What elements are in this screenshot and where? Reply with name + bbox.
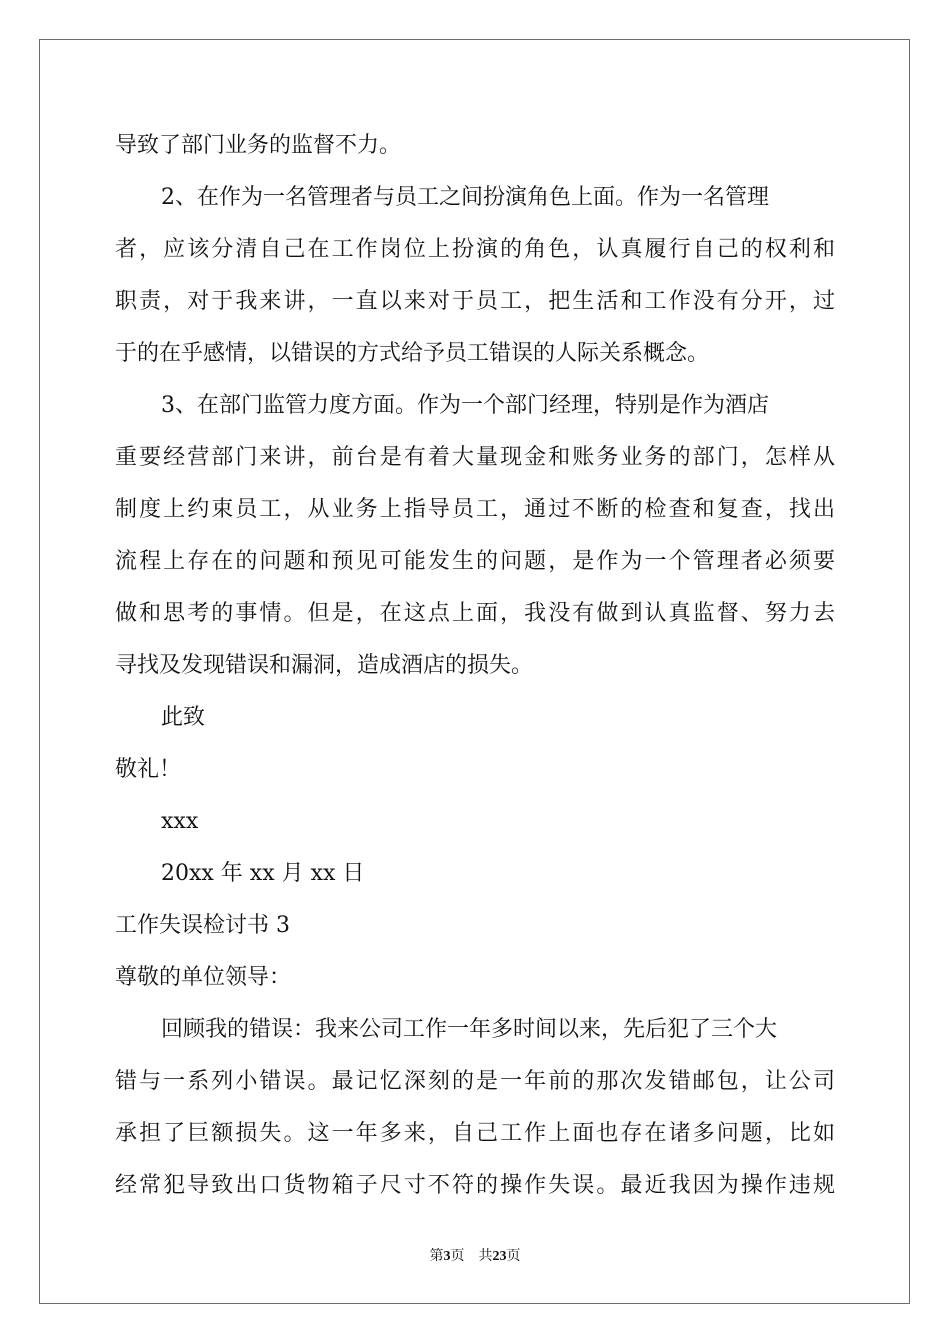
paragraph-line: 承担了巨额损失。这一年多来，自己工作上面也存在诸多问题，比如 <box>115 1121 835 1146</box>
date-line: 20xx 年 xx 月 xx 日 <box>161 861 365 886</box>
paragraph-line: 2、在作为一名管理者与员工之间扮演角色上面。作为一名管理 <box>161 185 769 210</box>
footer-total-pages: 23 <box>492 1249 507 1264</box>
paragraph-line: 导致了部门业务的监督不力。 <box>115 133 402 158</box>
paragraph-line: 于的在乎感情，以错误的方式给予员工错误的人际关系概念。 <box>115 341 710 366</box>
footer-current-page: 3 <box>443 1249 451 1264</box>
paragraph-line: 制度上约束员工，从业务上指导员工，通过不断的检查和复查，找出 <box>115 497 835 522</box>
paragraph-line: 经常犯导致出口货物箱子尺寸不符的操作失误。最近我因为操作违规 <box>115 1173 835 1198</box>
salutation: 尊敬的单位领导： <box>115 965 292 990</box>
paragraph-line: 3、在部门监管力度方面。作为一个部门经理，特别是作为酒店 <box>161 393 769 418</box>
paragraph-line: 职责，对于我来讲，一直以来对于员工，把生活和工作没有分开，过 <box>115 289 835 314</box>
footer-mid: 页 共 <box>450 1249 493 1264</box>
page-footer <box>0 1245 950 1265</box>
paragraph-line: 错与一系列小错误。最记忆深刻的是一年前的那次发错邮包，让公司 <box>115 1069 835 1094</box>
closing-line: 此致 <box>161 705 206 730</box>
closing-line: 敬礼！ <box>115 757 182 782</box>
footer-prefix: 第 <box>429 1249 444 1264</box>
paragraph-line: 回顾我的错误：我来公司工作一年多时间以来，先后犯了三个大 <box>161 1017 778 1042</box>
paragraph-line: 重要经营部门来讲，前台是有着大量现金和账务业务的部门，怎样从 <box>115 445 835 470</box>
footer-suffix: 页 <box>506 1249 521 1264</box>
paragraph-line: 做和思考的事情。但是，在这点上面，我没有做到认真监督、努力去 <box>115 601 835 626</box>
section-title: 工作失误检讨书 3 <box>115 913 290 938</box>
paragraph-line: 者，应该分清自己在工作岗位上扮演的角色，认真履行自己的权利和 <box>115 237 835 262</box>
signature: xxx <box>161 809 199 834</box>
paragraph-line: 流程上存在的问题和预见可能发生的问题，是作为一个管理者必须要 <box>115 549 835 574</box>
paragraph-line: 寻找及发现错误和漏洞，造成酒店的损失。 <box>115 653 534 678</box>
